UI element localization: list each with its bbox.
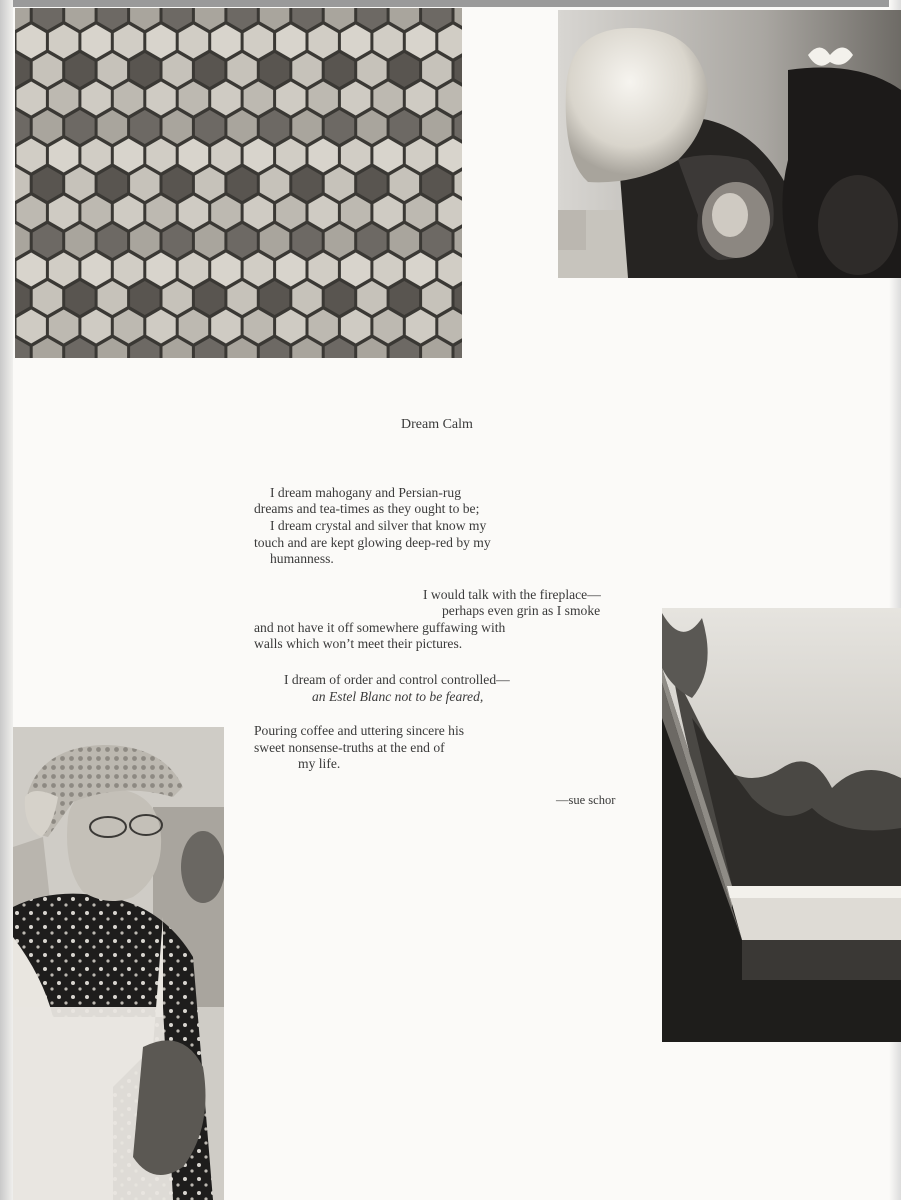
poem-line: dreams and tea-times as they ought to be; (254, 501, 480, 516)
hexagonal-tiles-photo (15, 8, 462, 358)
window-image (662, 608, 901, 1042)
poem-line: I dream mahogany and Persian-rug (270, 485, 462, 500)
poem-line: my life. (298, 756, 341, 771)
hexagonal-tiles-image (15, 8, 462, 358)
poem-line: sweet nonsense-truths at the end of (254, 740, 445, 755)
poem-line: perhaps even grin as I smoke (442, 603, 601, 618)
poem-line: walls which won’t meet their pictures. (254, 636, 463, 651)
poem-line: Pouring coffee and uttering sincere his (254, 723, 465, 738)
children-image (558, 10, 901, 278)
woman-photo (13, 727, 224, 1200)
poem-line: humanness. (270, 551, 334, 566)
window-photo (662, 608, 901, 1042)
poem-line: I dream crystal and silver that know my (270, 518, 487, 533)
poem-title: Dream Calm (401, 417, 473, 432)
children-photo (558, 10, 901, 278)
poem-line: and not have it off somewhere guffawing with (254, 620, 506, 635)
page-edge-top (0, 0, 901, 7)
woman-image (13, 727, 224, 1200)
page-binding-edge (0, 0, 13, 1200)
poem-line: I dream of order and control controlled— (284, 672, 510, 687)
poem-line: I would talk with the fireplace— (423, 587, 601, 602)
poem-author: —sue schor (556, 793, 616, 807)
poem-line-italic: an Estel Blanc not to be feared, (312, 689, 484, 704)
poem-line: touch and are kept glowing deep-red by my (254, 535, 491, 550)
